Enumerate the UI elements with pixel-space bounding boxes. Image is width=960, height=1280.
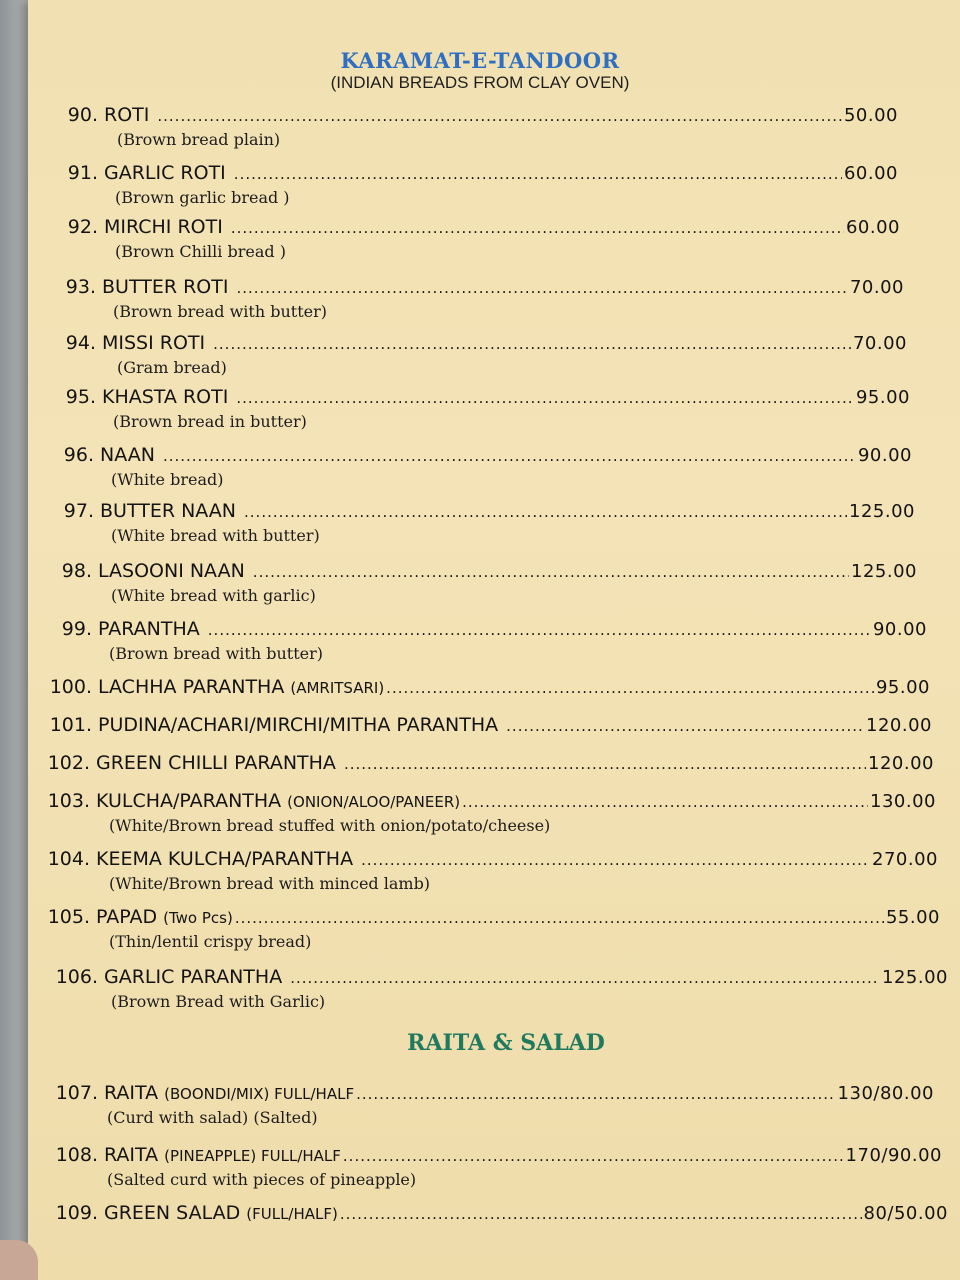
dot-leader — [234, 165, 842, 183]
menu-item — [0, 906, 960, 960]
menu-item-description: (Brown bread with butter) — [109, 644, 323, 663]
dot-leader — [163, 447, 856, 465]
menu-item-name: GARLIC ROTI — [104, 162, 226, 184]
menu-item-description: (Salted curd with pieces of pineapple) — [107, 1170, 417, 1189]
menu-item-price: 70.00 — [849, 277, 904, 298]
menu-item-number: 90. — [67, 104, 98, 126]
menu-item-line — [38, 752, 934, 778]
menu-item-description: (Brown bread plain) — [117, 130, 281, 149]
menu-item — [0, 618, 960, 672]
menu-item-note: (PINEAPPLE) FULL/HALF — [164, 1147, 341, 1165]
dot-leader — [236, 389, 854, 407]
menu-item — [0, 162, 960, 216]
menu-item-description: (White/Brown bread with minced lamb) — [109, 874, 431, 893]
menu-item-number: 99. — [61, 618, 92, 640]
dot-leader — [462, 793, 868, 811]
menu-item-number: 100. — [49, 676, 92, 698]
menu-item-name: PAPAD — [96, 906, 158, 928]
menu-item-name: BUTTER ROTI — [102, 276, 229, 298]
dot-leader — [343, 1147, 844, 1165]
menu-item — [0, 386, 960, 440]
menu-item-number: 101. — [49, 714, 92, 736]
menu-item-price: 50.00 — [843, 105, 898, 126]
menu-item-name: PARANTHA — [98, 618, 200, 640]
menu-item-number: 93. — [65, 276, 96, 298]
menu-item-note: (FULL/HALF) — [246, 1205, 338, 1223]
menu-item-price: 125.00 — [851, 561, 917, 582]
menu-item-description: (Brown garlic bread ) — [115, 188, 290, 207]
dot-leader — [290, 969, 880, 987]
menu-item-number: 96. — [63, 444, 94, 466]
menu-item-number: 98. — [61, 560, 92, 582]
menu-item — [0, 276, 960, 330]
menu-item-description: (White bread) — [111, 470, 224, 489]
menu-item-price: 170/90.00 — [845, 1145, 942, 1166]
menu-item-price: 90.00 — [857, 445, 912, 466]
dot-leader — [253, 563, 849, 581]
menu-item-number: 94. — [65, 332, 96, 354]
menu-item-line — [46, 1202, 948, 1228]
menu-item — [0, 500, 960, 554]
menu-item-name: NAAN — [100, 444, 155, 466]
menu-item-number: 105. — [47, 906, 90, 928]
menu-item — [0, 216, 960, 270]
menu-item-line — [38, 790, 936, 816]
menu-item-name: ROTI — [104, 104, 150, 126]
menu-item-description: (Brown Chilli bread ) — [115, 242, 286, 261]
menu-item-line — [40, 676, 930, 702]
menu-item-description: (Brown bread in butter) — [113, 412, 307, 431]
menu-item-description: (Brown Bread with Garlic) — [111, 992, 326, 1011]
menu-item-number: 106. — [55, 966, 98, 988]
menu-item — [0, 560, 960, 614]
menu-item-line — [40, 560, 917, 586]
menu-item-name: MISSI ROTI — [102, 332, 206, 354]
menu-item — [0, 1144, 960, 1198]
menu-item-name: KULCHA/PARANTHA — [96, 790, 282, 812]
menu-item-description: (White/Brown bread stuffed with onion/potato/cheese) — [109, 816, 551, 835]
menu-item-line — [44, 332, 907, 358]
menu-item-line — [44, 276, 904, 302]
menu-item-price: 55.00 — [885, 907, 940, 928]
dot-leader — [231, 219, 844, 237]
menu-item-note: (ONION/ALOO/PANEER) — [287, 793, 461, 811]
menu-item-description: (Gram bread) — [117, 358, 227, 377]
menu-item-price: 125.00 — [882, 967, 948, 988]
dot-leader — [244, 503, 847, 521]
menu-item-number: 108. — [55, 1144, 98, 1166]
menu-item — [0, 444, 960, 498]
menu-item-description: (Curd with salad) (Salted) — [107, 1108, 318, 1127]
menu-item-price: 60.00 — [843, 163, 898, 184]
menu-item-line — [42, 444, 912, 470]
menu-item-name: KEEMA KULCHA/PARANTHA — [96, 848, 354, 870]
menu-item-price: 95.00 — [875, 677, 930, 698]
menu-item-description: (White bread with butter) — [111, 526, 320, 545]
menu-item-line — [38, 848, 938, 874]
dot-leader — [356, 1085, 835, 1103]
menu-item-note: (Two Pcs) — [163, 909, 233, 927]
menu-item-name: BUTTER NAAN — [100, 500, 237, 522]
dot-leader — [208, 621, 871, 639]
menu-item-line — [42, 500, 915, 526]
menu-item-name: KHASTA ROTI — [102, 386, 229, 408]
menu-item-line — [46, 216, 900, 242]
menu-item-name: GREEN CHILLI PARANTHA — [96, 752, 336, 774]
menu-item — [0, 966, 960, 1020]
menu-item-line — [38, 906, 940, 932]
menu-item-line — [46, 1082, 934, 1108]
menu-item-name: MIRCHI ROTI — [104, 216, 223, 238]
dot-leader — [340, 1205, 862, 1223]
menu-item-description: (White bread with garlic) — [111, 586, 316, 605]
menu-item-note: (BOONDI/MIX) FULL/HALF — [164, 1085, 355, 1103]
menu-item-line — [40, 714, 932, 740]
menu-item-number: 107. — [55, 1082, 98, 1104]
menu-item-price: 120.00 — [866, 715, 932, 736]
menu-item-number: 92. — [67, 216, 98, 238]
section-title-raita-salad: RAITA & SALAD — [407, 1030, 605, 1056]
menu-item-name: PUDINA/ACHARI/MIRCHI/MITHA PARANTHA — [98, 714, 499, 736]
menu-item-name: GARLIC PARANTHA — [104, 966, 283, 988]
dot-leader — [344, 755, 866, 773]
menu-item-number: 102. — [47, 752, 90, 774]
menu-item-line — [46, 966, 948, 992]
menu-item-name: RAITA — [104, 1144, 159, 1166]
menu-item-line — [46, 104, 898, 130]
menu-item-number: 95. — [65, 386, 96, 408]
menu-item-number: 104. — [47, 848, 90, 870]
menu-item-name: LASOONI NAAN — [98, 560, 245, 582]
menu-item-name: RAITA — [104, 1082, 159, 1104]
menu-item-name: LACHHA PARANTHA — [98, 676, 285, 698]
menu-item — [0, 332, 960, 386]
menu-item — [0, 104, 960, 158]
menu-item — [0, 1082, 960, 1136]
menu-item-line — [46, 162, 898, 188]
menu-item-price: 70.00 — [852, 333, 907, 354]
dot-leader — [361, 851, 870, 869]
menu-item-price: 125.00 — [849, 501, 915, 522]
menu-item-line — [46, 1144, 942, 1170]
menu-item-line — [44, 386, 910, 412]
menu-item — [0, 790, 960, 844]
menu-item-price: 120.00 — [868, 753, 934, 774]
menu-item-number: 91. — [67, 162, 98, 184]
menu-item-description: (Brown bread with butter) — [113, 302, 327, 321]
menu-item-price: 90.00 — [872, 619, 927, 640]
menu-item-price: 130.00 — [870, 791, 936, 812]
menu-item-number: 103. — [47, 790, 90, 812]
menu-item-price: 95.00 — [855, 387, 910, 408]
menu-item-price: 60.00 — [845, 217, 900, 238]
menu-item-number: 109. — [55, 1202, 98, 1224]
menu-item-price: 130/80.00 — [837, 1083, 934, 1104]
menu-item-name: GREEN SALAD — [104, 1202, 241, 1224]
section-subtitle-tandoor: (INDIAN BREADS FROM CLAY OVEN) — [330, 73, 630, 92]
menu-item-description: (Thin/lentil crispy bread) — [109, 932, 312, 951]
menu-item — [0, 848, 960, 902]
dot-leader — [236, 279, 848, 297]
dot-leader — [235, 909, 884, 927]
menu-item-number: 97. — [63, 500, 94, 522]
dot-leader — [386, 679, 874, 697]
dot-leader — [506, 717, 864, 735]
menu-item-line — [40, 618, 927, 644]
dot-leader — [157, 107, 842, 125]
section-title-tandoor: KARAMAT-E-TANDOOR — [340, 48, 620, 73]
menu-item-price: 80/50.00 — [863, 1203, 948, 1224]
menu-item — [0, 1202, 960, 1256]
dot-leader — [213, 335, 851, 353]
menu-item-price: 270.00 — [872, 849, 938, 870]
menu-item-note: (AMRITSARI) — [290, 679, 385, 697]
